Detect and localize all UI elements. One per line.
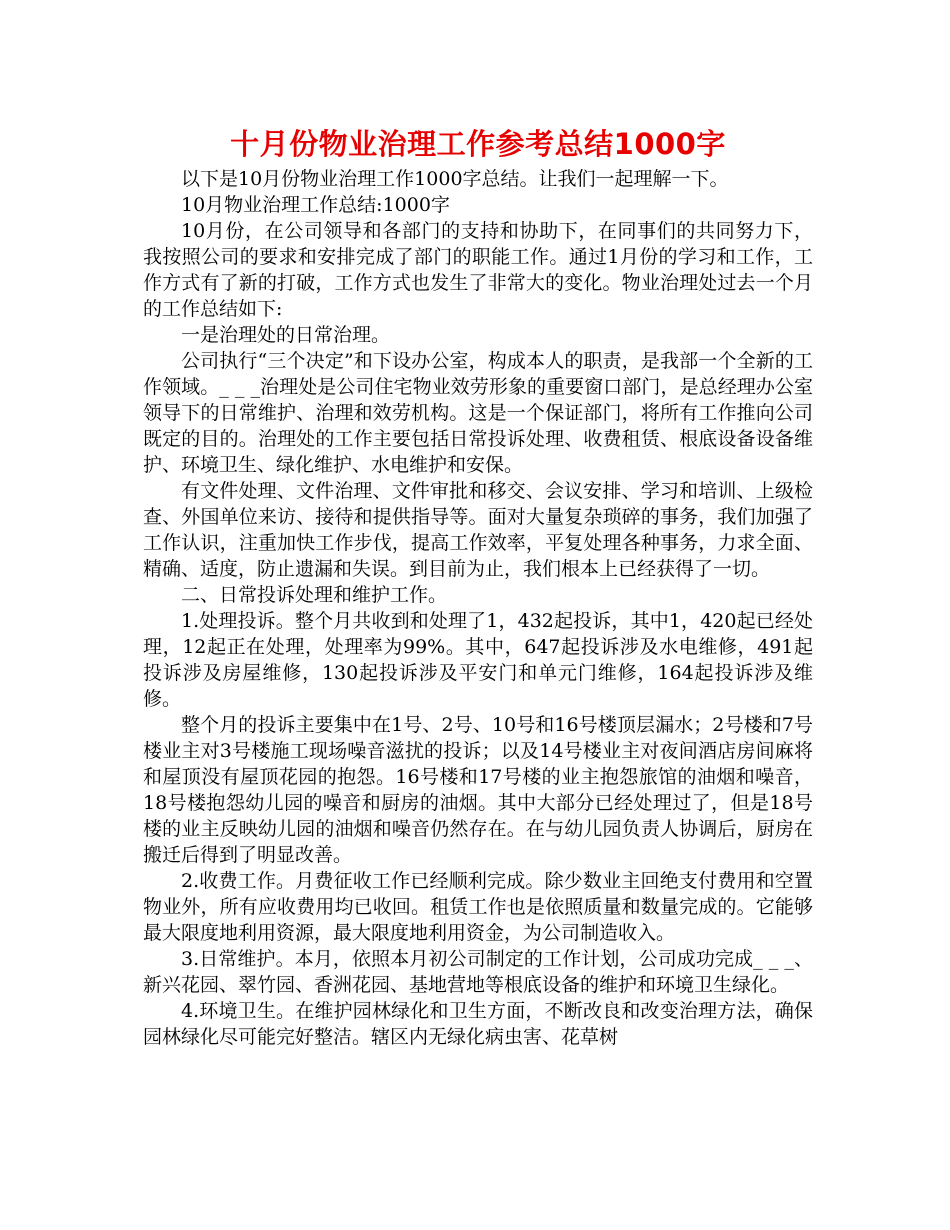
paragraph-maintenance: 3.日常维护。本月，依照本月初公司制定的工作计划，公司成功完成_ _ _、新兴花园、翠竹园、香洲花园、基地营地等根底设备的维护和环境卫生绿化。 xyxy=(143,948,813,996)
paragraph-document-tasks: 有文件处理、文件治理、文件审批和移交、会议安排、学习和培训、上级检查、外国单位来访、接待和提供指导等。面对大量复杂琐碎的事务，我们加强了工作认识，注重加快工作步伐，提高工作效率，平复处理各种事务，力求全面、精确、适度，防止遗漏和失误。到目前为止，我们根本上已经获得了一切。 xyxy=(143,480,813,580)
paragraph-complaints: 1.处理投诉。整个月共收到和处理了1，432起投诉，其中1，420起已经处理，12起正在处理，处理率为99%。其中，647起投诉涉及水电维修，491起投诉涉及房屋维修，130起投诉涉及平安门和单元门维修，164起投诉涉及维修。 xyxy=(143,610,813,710)
paragraph-intro: 以下是10月份物业治理工作1000字总结。让我们一起理解一下。 xyxy=(181,168,729,190)
paragraph-section-1-heading: 一是治理处的日常治理。 xyxy=(181,324,391,346)
paragraph-office-duties: 公司执行“三个决定”和下设办公室，构成本人的职责，是我部一个全新的工作领域。_ _ _治理处是公司住宅物业效劳形象的重要窗口部门，是总经理办公室领导下的日常维护、治理和效劳机构。这是一个保证部门，将所有工作推向公司既定的目的。治理处的工作主要包括日常投诉处理、收费租赁、根底设备设备维护、环境卫生、绿化维护、水电维护和安保。 xyxy=(143,350,813,476)
paragraph-subtitle: 10月物业治理工作总结:1000字 xyxy=(181,194,450,216)
document-title: 十月份物业治理工作参考总结1000字 xyxy=(230,127,726,161)
paragraph-overview: 10月份，在公司领导和各部门的支持和协助下，在同事们的共同努力下，我按照公司的要求和安排完成了部门的职能工作。通过1月份的学习和工作，工作方式有了新的打破，工作方式也发生了非常大的变化。物业治理处过去一个月的工作总结如下: xyxy=(143,220,813,320)
document-page xyxy=(143,124,813,1050)
paragraph-fees: 2.收费工作。月费征收工作已经顺利完成。除少数业主回绝支付费用和空置物业外，所有应收费用均已收回。租赁工作也是依照质量和数量完成的。它能够最大限度地利用资源，最大限度地利用资金，为公司制造收入。 xyxy=(143,870,813,944)
paragraph-environment: 4.环境卫生。在维护园林绿化和卫生方面，不断改良和改变治理方法，确保园林绿化尽可能完好整洁。辖区内无绿化病虫害、花草树 xyxy=(143,1000,813,1048)
paragraph-complaint-details: 整个月的投诉主要集中在1号、2号、10号和16号楼顶层漏水；2号楼和7号楼业主对3号楼施工现场噪音滋扰的投诉；以及14号楼业主对夜间酒店房间麻将和屋顶没有屋顶花园的抱怨。16号楼和17号楼的业主抱怨旅馆的油烟和噪音，18号楼抱怨幼儿园的噪音和厨房的油烟。其中大部分已经处理过了，但是18号楼的业主反映幼儿园的油烟和噪音仍然存在。在与幼儿园负责人协调后，厨房在搬迁后得到了明显改善。 xyxy=(143,714,813,866)
paragraph-section-2-heading: 二、日常投诉处理和维护工作。 xyxy=(181,584,448,606)
